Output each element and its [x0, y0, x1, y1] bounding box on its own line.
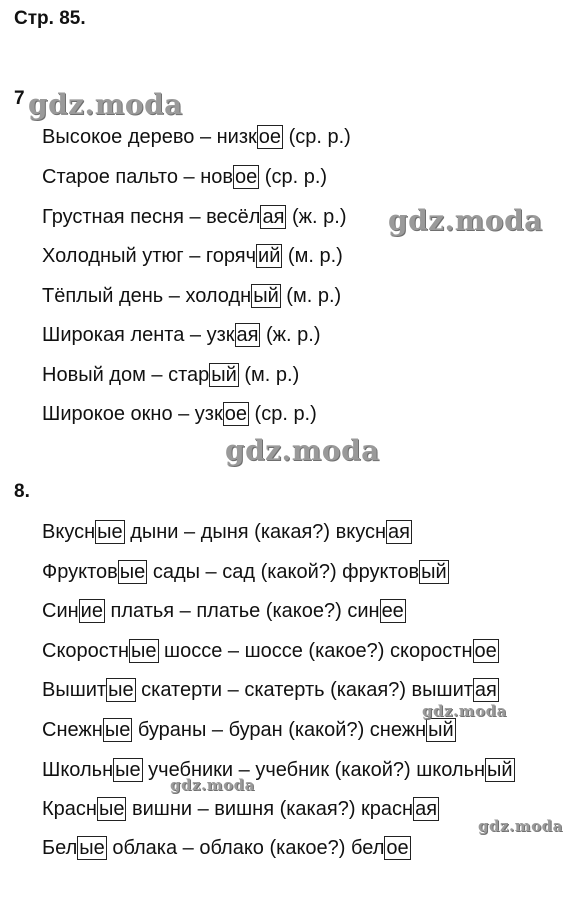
- ending-box: ые: [98, 798, 125, 820]
- exercise-line: [42, 717, 456, 743]
- exercise-line: [42, 362, 299, 388]
- exercise-line: [42, 559, 449, 585]
- ending-box: ое: [224, 403, 247, 425]
- line-text: вишни – вишня (какая?) красн: [126, 798, 414, 820]
- ending-box: ое: [474, 640, 497, 662]
- line-text: Вкусн: [42, 521, 96, 543]
- line-text: Бел: [42, 837, 78, 859]
- line-text: Холодный утюг – горяч: [42, 245, 257, 267]
- ending-box: ые: [131, 640, 157, 662]
- ending-box: ая: [262, 206, 285, 228]
- line-text: сады – сад (какой?) фруктов: [147, 561, 420, 583]
- gender-note: (ср. р.): [248, 403, 317, 425]
- ending-box: ое: [258, 126, 282, 148]
- line-text: облака – облако (какое?) бел: [106, 837, 385, 859]
- line-text: Высокое дерево – низк: [42, 126, 257, 148]
- gender-note: (м. р.): [238, 364, 300, 386]
- ending-box: ое: [235, 166, 258, 188]
- ending-box: ая: [415, 798, 438, 820]
- ending-box: ие: [80, 600, 103, 622]
- ending-box: ый: [253, 285, 279, 307]
- gender-note: (ср. р.): [259, 166, 328, 188]
- watermark: gdz.moda: [422, 702, 507, 720]
- ending-box: ое: [386, 837, 409, 859]
- line-text: Фруктов: [42, 561, 118, 583]
- watermark: gdz.moda: [28, 88, 183, 121]
- line-text: Грустная песня – весёл: [42, 206, 261, 228]
- exercise-line: [42, 598, 406, 624]
- exercise-line: [42, 322, 321, 348]
- ending-box: ый: [428, 719, 454, 741]
- ending-box: ый: [421, 561, 447, 583]
- watermark: gdz.moda: [225, 434, 380, 467]
- watermark: gdz.moda: [388, 204, 543, 237]
- line-text: Син: [42, 600, 79, 622]
- gender-note: (м. р.): [280, 285, 342, 307]
- exercise-line: [42, 401, 317, 427]
- exercise-line: [42, 124, 351, 150]
- ending-box: ые: [115, 759, 141, 781]
- line-text: скатерти – скатерть (какая?) вышит: [135, 679, 473, 701]
- exercise-7-number: 7: [14, 88, 25, 109]
- ending-box: ая: [236, 324, 259, 346]
- ending-box: ий: [258, 245, 281, 267]
- line-text: Новый дом – стар: [42, 364, 210, 386]
- line-text: бураны – буран (какой?) снежн: [132, 719, 427, 741]
- ending-box: ая: [474, 679, 497, 701]
- gender-note: (ж. р.): [260, 324, 321, 346]
- ending-box: ее: [381, 600, 404, 622]
- line-text: Школьн: [42, 759, 114, 781]
- exercise-8-number: 8.: [14, 481, 30, 502]
- ending-box: ые: [119, 561, 146, 583]
- exercise-line: [42, 204, 347, 230]
- exercise-line: [42, 835, 411, 861]
- exercise-line: [42, 677, 499, 703]
- line-text: Широкое окно – узк: [42, 403, 223, 425]
- gender-note: (м. р.): [282, 245, 343, 267]
- line-text: Тёплый день – холодн: [42, 285, 252, 307]
- ending-box: ые: [104, 719, 131, 741]
- line-text: шоссе – шоссе (какое?) скоростн: [158, 640, 473, 662]
- ending-box: ая: [388, 521, 410, 543]
- gender-note: (ж. р.): [286, 206, 347, 228]
- ending-box: ые: [97, 521, 123, 543]
- line-text: Широкая лента – узк: [42, 324, 235, 346]
- ending-box: ый: [487, 759, 513, 781]
- ending-box: ые: [79, 837, 105, 859]
- watermark: gdz.moda: [170, 776, 255, 794]
- ending-box: ые: [108, 679, 134, 701]
- exercise-line: [42, 164, 327, 190]
- line-text: Вышит: [42, 679, 107, 701]
- page-heading: Стр. 85.: [14, 8, 86, 29]
- watermark: gdz.moda: [478, 817, 563, 835]
- exercise-line: [42, 796, 439, 822]
- line-text: Старое пальто – нов: [42, 166, 233, 188]
- exercise-line: [42, 757, 515, 783]
- exercise-line: [42, 243, 343, 269]
- line-text: Красн: [42, 798, 97, 820]
- gender-note: (ср. р.): [283, 126, 351, 148]
- ending-box: ый: [211, 364, 237, 386]
- exercise-line: [42, 283, 341, 309]
- exercise-line: [42, 638, 499, 664]
- line-text: дыни – дыня (какая?) вкусн: [124, 521, 387, 543]
- line-text: учебники – учебник (какой?) школьн: [142, 759, 486, 781]
- line-text: Снежн: [42, 719, 103, 741]
- line-text: Скоростн: [42, 640, 129, 662]
- line-text: платья – платье (какое?) син: [104, 600, 380, 622]
- exercise-line: [42, 519, 412, 545]
